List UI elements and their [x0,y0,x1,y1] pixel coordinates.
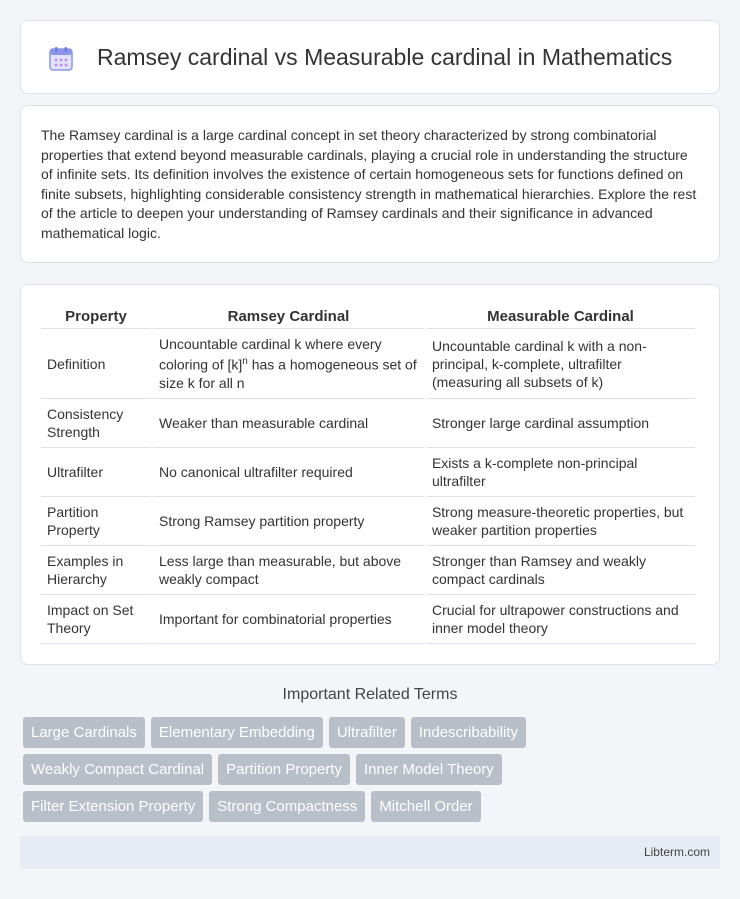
tag-inner-model-theory[interactable]: Inner Model Theory [356,754,502,785]
ramsey-cell: Important for combinatorial properties [153,595,424,644]
table-row [41,497,695,546]
tag-large-cardinals[interactable]: Large Cardinals [23,717,145,748]
tag-weakly-compact-cardinal[interactable]: Weakly Compact Cardinal [23,754,212,785]
measurable-cell: Strong measure-theoretic properties, but weaker partition properties [426,497,695,546]
comparison-table [39,303,697,644]
tag-row [23,791,723,822]
table-row [41,399,695,448]
tag-partition-property[interactable]: Partition Property [218,754,350,785]
related-terms-tags [23,717,723,828]
measurable-cell: Stronger large cardinal assumption [426,399,695,448]
calendar-icon [47,45,75,73]
property-cell: Ultrafilter [41,448,151,497]
property-cell: Definition [41,329,151,399]
tag-ultrafilter[interactable]: Ultrafilter [329,717,405,748]
ramsey-cell-text: Uncountable cardinal k where every coloring of [k] [159,336,382,373]
tag-indescribability[interactable]: Indescribability [411,717,526,748]
measurable-cell: Stronger than Ramsey and weakly compact cardinals [426,546,695,595]
table-row [41,546,695,595]
ramsey-cell: No canonical ultrafilter required [153,448,424,497]
tag-elementary-embedding[interactable]: Elementary Embedding [151,717,323,748]
column-header-property: Property [41,303,151,329]
intro-paragraph: The Ramsey cardinal is a large cardinal concept in set theory characterized by strong combinatorial properties that extend beyond measurable cardinals, playing a crucial role in understanding the structure of infinite sets. Its definition involves the existence of certain homogeneous sets for functions defined on finite subsets, highlighting considerable consistency strength in mathematical hierarchies. Explore the rest of the article to deepen your understanding of Ramsey cardinals and their significance in advanced mathematical logic. [41,127,697,241]
property-cell: Examples in Hierarchy [41,546,151,595]
property-cell: Impact on Set Theory [41,595,151,644]
table-row [41,329,695,399]
tag-mitchell-order[interactable]: Mitchell Order [371,791,480,822]
header-card [20,20,720,94]
page-title: Ramsey cardinal vs Measurable cardinal in Mathematics [97,44,673,70]
table-row [41,448,695,497]
ramsey-cell: Less large than measurable, but above weakly compact [153,546,424,595]
measurable-cell: Uncountable cardinal k with a non-principal, k-complete, ultrafilter (measuring all subsets of k) [426,329,695,399]
ramsey-cell [153,329,424,399]
tag-strong-compactness[interactable]: Strong Compactness [209,791,365,822]
footer [20,836,720,869]
measurable-cell: Exists a k-complete non-principal ultrafilter [426,448,695,497]
ramsey-cell: Weaker than measurable cardinal [153,399,424,448]
table-header-row [41,303,695,329]
tag-row [23,717,723,748]
property-cell: Consistency Strength [41,399,151,448]
ramsey-cell-text-end: has a homogeneous set of size k for all n [159,356,417,391]
related-terms-title: Important Related Terms [282,686,458,703]
column-header-measurable: Measurable Cardinal [426,303,695,329]
ramsey-cell: Strong Ramsey partition property [153,497,424,546]
column-header-ramsey: Ramsey Cardinal [153,303,424,329]
tag-filter-extension-property[interactable]: Filter Extension Property [23,791,203,822]
comparison-table-card [20,284,720,665]
property-cell: Partition Property [41,497,151,546]
superscript-n: n [242,356,248,368]
measurable-cell: Crucial for ultrapower constructions and inner model theory [426,595,695,644]
table-row [41,595,695,644]
intro-card [20,105,720,263]
tag-row [23,754,723,785]
footer-site-link[interactable]: Libterm.com [643,845,710,859]
